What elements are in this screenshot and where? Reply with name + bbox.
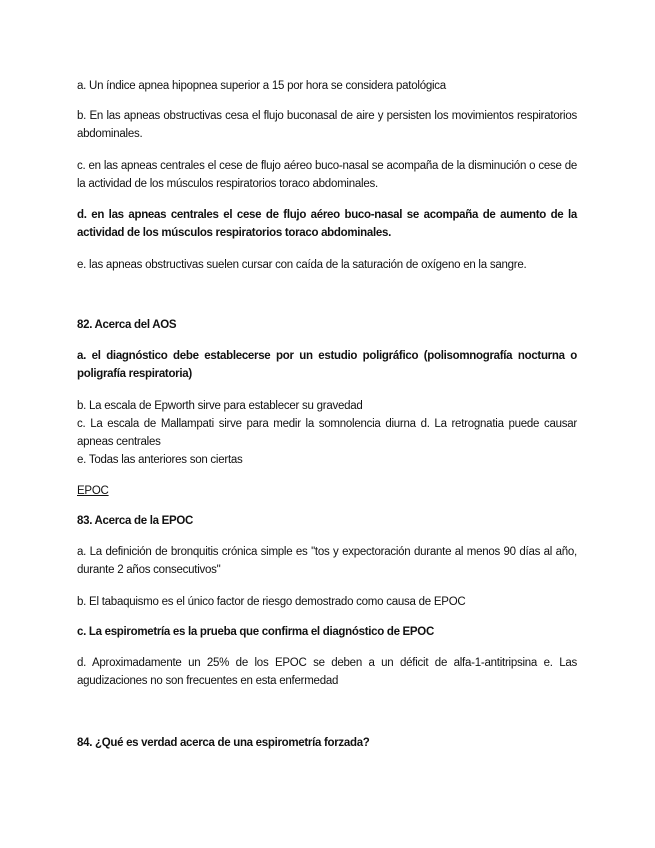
- q83-option-c-correct: c. La espirometría es la prueba que confirma el diagnóstico de EPOC: [77, 626, 434, 638]
- q81-option-a: a. Un índice apnea hipopnea superior a 15 por hora se considera patológica: [77, 80, 446, 92]
- q83-option-d: d. Aproximadamente un 25% de los EPOC se deben a un déficit de alfa-1-antitripsina e. Las agudizaciones no son frecuentes en esta enfermedad: [77, 657, 577, 687]
- q82-title: 82. Acerca del AOS: [77, 319, 177, 331]
- q83-option-a: a. La definición de bronquitis crónica simple es "tos y expectoración durante al menos 90 días al año, durante 2 años consecutivos": [77, 546, 577, 576]
- q82-option-e: e. Todas las anteriores son ciertas: [77, 454, 243, 466]
- q83-option-b: b. El tabaquismo es el único factor de riesgo demostrado como causa de EPOC: [77, 596, 466, 608]
- q84-title: 84. ¿Qué es verdad acerca de una espirometría forzada?: [77, 737, 370, 749]
- q81-option-d-correct: d. en las apneas centrales el cese de flujo aéreo buco-nasal se acompaña de aumento de la actividad de los músculos respiratorios toraco abdominales.: [77, 209, 577, 239]
- section-heading-epoc: EPOC: [77, 485, 109, 497]
- q82-option-b: b. La escala de Epworth sirve para establecer su gravedad: [77, 400, 363, 412]
- q81-option-b: b. En las apneas obstructivas cesa el flujo buconasal de aire y persisten los movimientos respiratorios abdominales.: [77, 110, 577, 140]
- q81-option-c: c. en las apneas centrales el cese de flujo aéreo buco-nasal se acompaña de la disminución o cese de la actividad de los músculos respiratorios toraco abdominales.: [77, 160, 577, 190]
- q81-option-e: e. las apneas obstructivas suelen cursar con caída de la saturación de oxígeno en la sangre.: [77, 259, 527, 271]
- q82-option-a-correct: a. el diagnóstico debe establecerse por un estudio poligráfico (polisomnografía nocturna o poligrafía respiratoria): [77, 350, 577, 380]
- q82-option-c: c. La escala de Mallampati sirve para medir la somnolencia diurna d. La retrognatia puede causar apneas centrales: [77, 418, 577, 448]
- q83-title: 83. Acerca de la EPOC: [77, 515, 194, 527]
